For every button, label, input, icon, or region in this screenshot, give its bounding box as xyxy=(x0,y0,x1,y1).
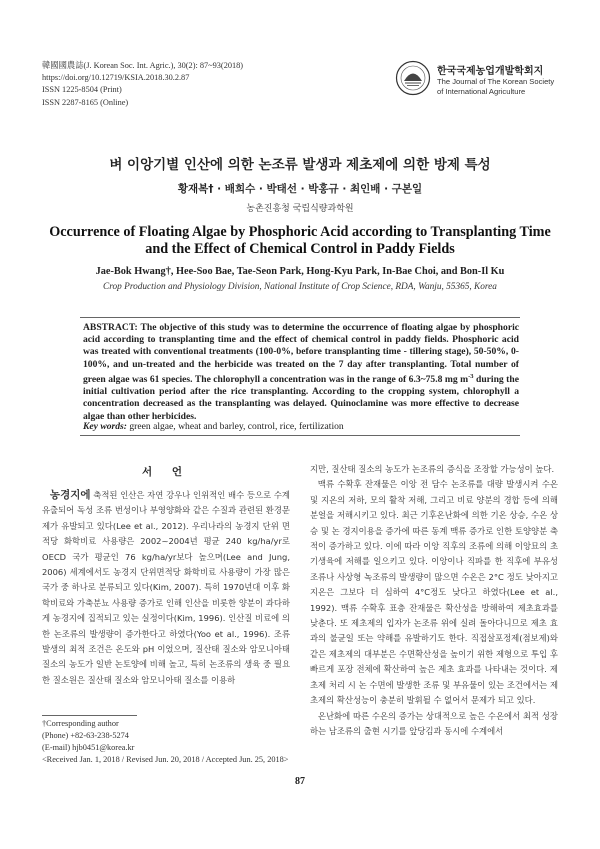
abstract-text-end: during the initial cultivation period after the rice transplanting. According to the cropping system, chlorophyll a concentration decreased as the transplanting was delayed. Quinoclamine was more effective to decrease algae than other herbicides. xyxy=(83,374,519,422)
doi-link[interactable]: https://doi.org/10.12719/KSIA.2018.30.2.87 xyxy=(42,73,190,83)
society-name-en-line2: of International Agriculture xyxy=(437,86,526,96)
journal-header xyxy=(42,60,243,109)
keywords-label: Key words: xyxy=(83,421,127,432)
author-email[interactable]: (E-mail) hjb0451@korea.kr xyxy=(42,743,135,752)
abstract-bottom-rule xyxy=(80,435,520,436)
received-dates: <Received Jan. 1, 2018 / Revised Jun. 20, 2018 / Accepted Jun. 25, 2018> xyxy=(42,755,289,764)
corresponding-author: †Corresponding author xyxy=(42,719,119,728)
title-english xyxy=(40,224,560,258)
paragraph: 지만, 질산태 질소의 농도가 논조류의 증식을 조장할 가능성이 높다. xyxy=(310,464,555,474)
journal-citation: 韓國國農誌(J. Korean Soc. Int. Agric.), 30(2): 87~93(2018) xyxy=(42,61,244,70)
society-name-ko: 한국국제농업개발학회지 xyxy=(437,66,544,77)
title-english-line1: Occurrence of Floating Algae by Phosphoric Acid according to Transplanting Time xyxy=(49,224,551,240)
author-phone: (Phone) +82-63-238-5274 xyxy=(42,731,129,740)
footnote-rule xyxy=(42,715,137,716)
paragraph: 맥류 수확후 잔재물은 이앙 전 담수 논조류를 대량 발생시켜 수온 및 지온의 저하, 모의 활착 저해, 그리고 비료 양분의 경합 등에 의해 분얼을 저해시키고 있다. 최근 기후온난화에 의한 기온 상승, 수온 상승 및 논 경지이용을 증가에 따른 동계 맥류 증가로 인한 토양양분 축적이 증가하고 있다. 이에 따라 이앙 직후의 조류에 의해 이앙묘의 초기생육에 저해를 일으키고 있다. 이앙이나 직파를 한 직후에 부유성 조류나 사상형 녹조류의 발생량이 많으면 수온은 2°C 정도 낮아지고 지온은 그보다 더 심하여 4°C정도 낮다고 하였다(Lee et al., 1992). 맥류 수확후 표층 잔재물은 확산성을 방해하여 제초효과를 낮춘다. 또 제초제의 입자가 논조류 위에 실려 돌아다니므로 제초 효과의 불균일 또는 약해를 유발하기도 한다. 직접살포정제(점보제)와 같은 제초제의 대부분은 수면확산성을 높이기 위한 제형으로 투입 후 빠르게 포장 전체에 확산하여 높은 제초 효과를 나타내는 것이다. 제초제 처리 시 논 수면에 발생한 조류 및 부유물이 있는 조건에서는 제초제의 확산성능이 충분히 발휘될 수 없어서 문제가 되고 있다. xyxy=(310,479,558,706)
authors-english: Jae-Bok Hwang†, Hee-Soo Bae, Tae-Seon Park, Hong-Kyu Park, In-Bae Choi, and Bon-Il Ku xyxy=(95,266,505,277)
keywords xyxy=(83,421,519,432)
paragraph xyxy=(42,488,290,688)
body-column-right xyxy=(310,462,558,739)
issn-online: ISSN 2287-8165 (Online) xyxy=(42,97,129,107)
affiliation-korean: 농촌진흥청 국립식량과학원 xyxy=(246,204,354,214)
society-seal-icon xyxy=(395,60,431,96)
society-logo-block xyxy=(395,60,565,96)
abstract-superscript: -3 xyxy=(468,372,474,380)
authors-korean: 황재복† · 배희수 · 박태선 · 박홍규 · 최인배 · 구본일 xyxy=(177,183,423,195)
issn-print: ISSN 1225-8504 (Print) xyxy=(42,85,122,95)
paragraph: 온난화에 따른 수온의 증가는 상대적으로 높은 수온에서 최적 성장하는 남조류의 출현 시기를 앞당김과 동시에 수계에서 xyxy=(310,710,558,736)
lead-word: 농경지에 xyxy=(49,489,91,501)
abstract-text: ABSTRACT: The objective of this study was to determine the occurrence of floating algae by phosphoric acid according to transplanting time and the effect of chemical control in paddy fields. Phosphoric acid was treated with conventional treatments (100-0%, before transplanting time - tillering stage), 50-50%, 0-100%, and un-treated and the herbicide was treated on the 7 day after transplanting. Total number of green algae was 61 species. The chlorophyll a concentration was in the range of 6.3~75.8 mg m xyxy=(83,322,519,385)
body-column-left xyxy=(42,488,290,688)
society-name-en xyxy=(437,77,554,96)
section-heading-introduction: 서 언 xyxy=(142,466,190,478)
title-korean: 벼 이앙기별 인산에 의한 논조류 발생과 제초제에 의한 방제 특성 xyxy=(109,157,491,173)
affiliation-english: Crop Production and Physiology Division, National Institute of Crop Science, RDA, Wanju, 55365, Korea xyxy=(103,282,497,292)
abstract-top-rule xyxy=(80,317,520,318)
page-number: 87 xyxy=(295,776,305,787)
footnote xyxy=(42,718,292,766)
title-english-line2: and the Effect of Chemical Control in Paddy Fields xyxy=(145,241,455,257)
paragraph-text: 축적된 인산은 자연 강우나 인위적인 배수 등으로 수계 유출되어 독성 조류 번성이나 부영양화와 같은 수질과 관련된 환경문제가 유발되고 있다(Lee et al., 2012). 우리나라의 농경지 단위 면적당 화학비료 사용량은 2002~2004년 평균 240 kg/ha/yr로 OECD 국가 평균인 76 kg/ha/yr보다 높으며(Lee and Jung, 2006) 세계에서도 농경지 단위면적당 화학비료 사용량이 가장 많은 국가 중 하나로 분류되고 있다(Kim, 2007). 특히 1970년대 이후 화학비료와 가축분뇨 사용량 증가로 인해 인산을 비롯한 양분이 과다하게 농경지에 집적되고 있는 실정이다(Kim, 1996). 인산질 비료에 의한 논조류의 발생량이 증가한다고 하였다(Yoo et al., 1996). 조류 발생의 최적 조건은 온도와 pH 이었으며, 질산태 질소와 암모니아태 질소의 농도가 일반 논토양에 비해 높고, 특히 논조류의 생육 중 필요한 질소원은 질산태 질소와 암모니아태 질소를 이용하 xyxy=(42,490,290,685)
society-name-en-line1: The Journal of The Korean Society xyxy=(437,77,555,86)
abstract xyxy=(83,322,519,423)
keywords-text: green algae, wheat and barley, control, rice, fertilization xyxy=(126,421,344,432)
